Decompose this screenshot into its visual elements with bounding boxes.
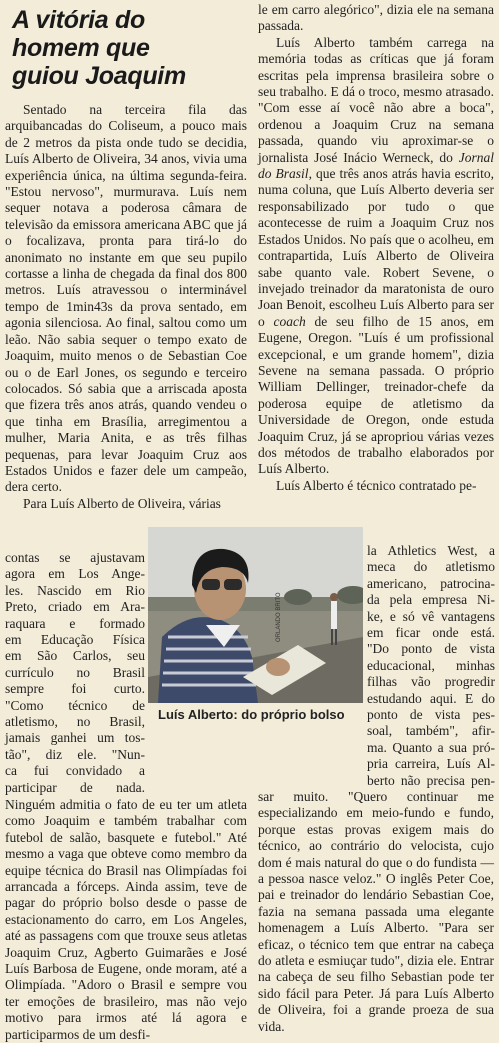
text-line: da pela empresa Ni- [367,592,495,608]
text-line: ke, e só vê vantagens [367,608,495,624]
photo-caption: Luís Alberto: do próprio bolso [158,707,345,722]
text-line: agora em Los Ange- [5,566,145,582]
photo-block [148,527,363,723]
text-line: berto não precisa pen- [367,772,495,788]
text-run: de seu filho de 15 anos, em Eugene, Oregon. "Luís é um profissional excepcional, e um grande homem", dizia Sevene na semana passada. O próprio William Dellinger, treinador-chefe da poderosa equipe de atletismo da Universidade de Oregon, onde estuda Joaquim Cruz, já se apropriou várias vezes dos métodos de trabalho elaborados por Luís Alberto. [258,313,495,477]
column-right-continued [258,789,494,1035]
column-left [5,102,247,512]
paragraph: Ninguém admitia o fato de eu ter um atleta como Joaquim e também trabalhar com futebol de salão, basquete e futebol." Até mesmo a vaga que obteve como membro da equipe técnica do Brasil nas Olimpíadas foi arrancada a fórceps. Ainda assim, teve de pagar do próprio bolso desde o passe de estacionamento do carro, em Los Angeles, até as passagens com que trouxe seus atletas Joaquim Cruz, Agberto Guimarães e José Luís Barbosa de Eugene, onde moram, até a Olimpíada. "Adoro o Brasil e sempre vou ter emoções de brasileiro, mas não vejo motivo para irmos até lá agora e participarmos de um desfi- [5,797,247,1042]
text-line: estudando aqui. E do [367,690,495,706]
emphasis-word: coach [273,313,306,329]
column-left-continued [5,797,247,1043]
text-line: jamais ganhei um tos- [5,730,145,746]
text-line: tão", diz ele. "Nun- [5,746,145,762]
photo-illustration [148,527,363,703]
text-line: raquara e formado [5,615,145,631]
text-line: "Do ponto de vista [367,641,495,657]
text-line: les. Nascido em Rio [5,582,145,598]
paragraph: le em carro alegórico", dizia ele na semana passada. [258,2,494,34]
photo-credit: ORLANDO BRITO [276,592,282,642]
wrapped-text-right [367,543,495,789]
paragraph-start: Para Luís Alberto de Oliveira, várias [23,495,221,511]
text-line: currículo no Brasil [5,664,145,680]
paragraph-start: Luís Alberto é técnico contratado pe- [276,477,477,493]
text-line: la Athletics West, a [367,543,495,558]
text-line: meca do atletismo [367,559,495,575]
newspaper-name: Jornal do Brasil [258,149,494,182]
text-line: soal, também", afir- [367,723,495,739]
text-line: Preto, criado em Ara- [5,599,145,615]
title-line: guiou Joaquim [12,62,186,90]
text-line: participar de nada. [5,779,145,795]
text-line: educacional, minhas [367,657,495,673]
column-right [258,2,494,494]
text-line: atletismo, no Brasil, [5,714,145,730]
title-line: homem que [12,34,150,62]
paragraph: Sentado na terceira fila das arquibancadas do Coliseum, a pouco mais de 2 metros da pista onde tudo se decidia, Luís Alberto de Oliveira, 34 anos, vivia uma experiência única, na última segunda-feira. "Estou nervoso", murmurava. Luís nem sequer notava a poderosa câmara de televisão da emissora americana ABC que já o focalizava, pronta para tirá-lo do anonimato no instante em que seu pupilo cortasse a linha de chegada da final dos 800 metros. Luís atravessou o interminável tempo de 1min43s da prova sentado, em agonia silenciosa. Ao final, saltou como um leão. Não sabia sequer o tempo exato de Joaquim, muito menos o de Sebastian Coe ou o de Earl Jones, os segundo e terceiro colocados. Só sabia que a arriscada aposta que fizera três anos atrás, quando vendeu o que tinha em Brasília, arregimentou a mulher, Maria Anita, e as três filhas pequenas, para levar Joaquim Cruz aos Estados Unidos e fazer dele um campeão, dera certo. [5,102,247,495]
text-line: "Como técnico de [5,697,145,713]
text-line: pria carreira, Luís Al- [367,756,495,772]
text-run: , que três anos atrás havia escrito, numa coluna, que Luís Alberto deveria ser responsabilizado por tudo o que acontecesse de ruim a Joaquim Cruz nos Estados Unidos. No país que o acolheu, em contrapartida, Luís Alberto de Oliveira sabe quanto vale. Robert Sevene, o invejado treinador da maratonista de ouro Joan Benoit, escolheu Luís Alberto para ser o [258,166,494,329]
photo [148,527,363,703]
text-line: filhas vão progredir [367,674,495,690]
text-line: em ficar onde está. [367,625,495,641]
text-line: em São Carlos, seu [5,648,145,664]
text-line: em Educação Física [5,632,145,648]
article-title [12,6,248,90]
title-line: A vitória do [12,6,145,34]
wrapped-text-left [5,550,145,796]
text-line: ma. Quanto a sua pró- [367,739,495,755]
paragraph [258,35,494,478]
text-line: ponto de vista pes- [367,707,495,723]
text-line: sempre foi curto. [5,681,145,697]
text-line: contas se ajustavam [5,550,145,565]
text-line: americano, patrocina- [367,575,495,591]
paragraph: sar muito. "Quero continuar me especializando em meio-fundo e fundo, porque estas provas exigem mais do técnico, ao contrário do velocista, cujo dom é mais natural do que o do fundista — a pessoa nasce veloz." O inglês Peter Coe, pai e treinador do lendário Sebastian Coe, fazia na semana passada uma elegante homenagem a Luís Alberto. "Para ser eficaz, o técnico tem que entrar na cabeça do atleta e esmiuçar tudo", dizia ele. Entrar na cabeça de seu filho Sebastian pode ter sido fácil para Peter. Já para Luís Alberto de Oliveira, foi a grande proeza de sua vida. [258,789,494,1034]
text-run: Luís Alberto também carrega na memória todas as críticas que já foram escritas pela imprensa brasileira sobre o seu trabalho. E dá o troco, mesmo atrasado. "Com esse aí você não abre a boca", ordenou a Joaquim Cruz na semana passada, quando viu aproximar-se o jornalista José Inácio Werneck, do [258,34,494,165]
text-line: ca fui convidado a [5,763,145,779]
